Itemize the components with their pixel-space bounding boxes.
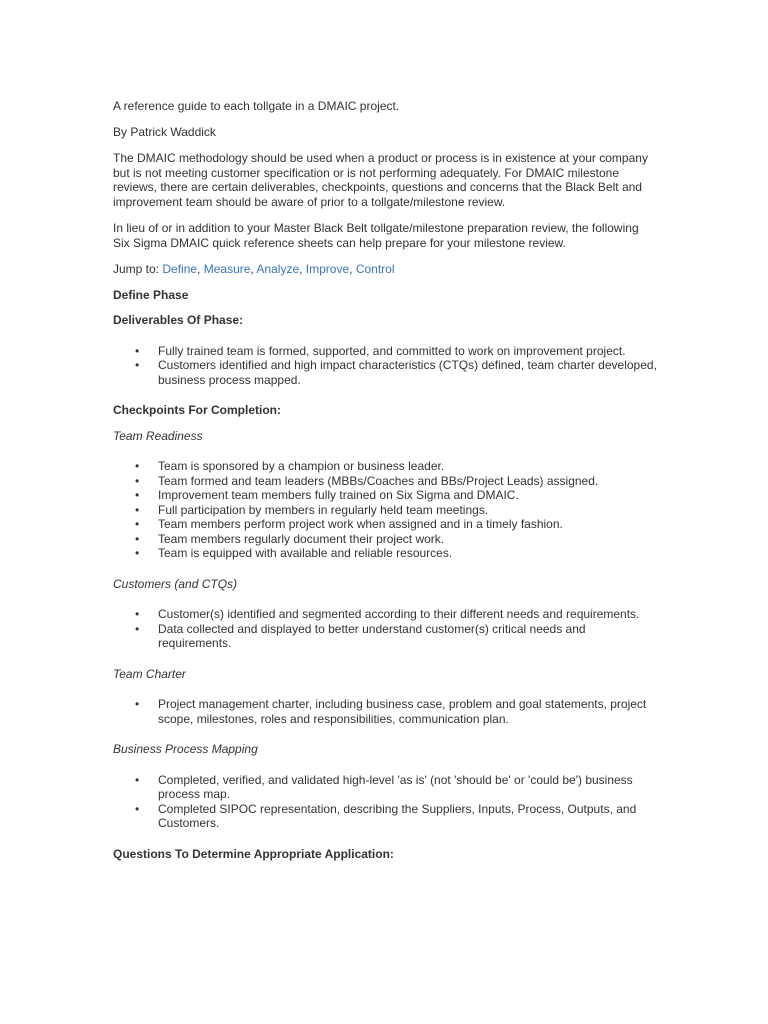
list-item-text: Team is sponsored by a champion or business leader. — [158, 459, 445, 473]
team-readiness-list — [113, 459, 658, 561]
team-charter-title: Team Charter — [113, 666, 186, 681]
list-item-text: Team formed and team leaders (MBBs/Coaches and BBs/Project Leads) assigned. — [158, 473, 599, 488]
bullet-icon: • — [135, 358, 140, 372]
list-item-text: Customers identified and high impact characteristics (CTQs) defined, team charter developed, business process mapped. — [158, 358, 657, 387]
process-mapping-title: Business Process Mapping — [113, 742, 258, 756]
customers-list — [113, 607, 658, 651]
list-item-text: Team members regularly document their project work. — [158, 531, 445, 546]
deliverables-list — [113, 344, 658, 388]
checkpoints-title: Checkpoints For Completion: — [113, 403, 281, 417]
document-page — [113, 99, 658, 872]
list-item — [113, 532, 658, 547]
bullet-icon: • — [135, 772, 140, 787]
jump-separator: , — [250, 262, 257, 276]
jump-to-label: Jump to: — [113, 262, 163, 276]
list-item — [113, 802, 658, 831]
list-item — [113, 358, 658, 387]
jump-link-define[interactable]: Define — [162, 262, 198, 276]
questions-title: Questions To Determine Appropriate Application: — [113, 846, 394, 861]
list-item-text: Improvement team members fully trained on Six Sigma and DMAIC. — [158, 488, 519, 502]
phase-title: Define Phase — [113, 287, 189, 302]
jump-to-nav — [113, 262, 658, 277]
bullet-icon: • — [135, 502, 140, 517]
list-item — [113, 488, 658, 503]
bullet-icon: • — [135, 531, 140, 546]
deliverables-title: Deliverables Of Phase: — [113, 313, 244, 327]
customers-title: Customers (and CTQs) — [113, 576, 238, 591]
bullet-icon: • — [135, 343, 140, 358]
jump-separator: , — [349, 262, 356, 276]
list-item-text: Fully trained team is formed, supported, and committed to work on improvement project. — [158, 343, 626, 358]
process-mapping-list — [113, 773, 658, 831]
team-readiness-title: Team Readiness — [113, 428, 203, 443]
intro-paragraph: The DMAIC methodology should be used when a product or process is in existence at your company but is not meeting customer specification or is not performing adequately. For DMAIC milestone reviews, there are certain deliverables, checkpoints, questions and concerns that the Black Belt and improvement team should be aware of prior to a tollgate/milestone review. — [113, 151, 648, 209]
list-item-text: Team members perform project work when assigned and in a timely fashion. — [158, 517, 563, 531]
list-item — [113, 607, 658, 622]
list-item — [113, 474, 658, 489]
bullet-icon: • — [135, 517, 140, 531]
list-item — [113, 459, 658, 474]
byline: By Patrick Waddick — [113, 124, 216, 139]
intro-title: A reference guide to each tollgate in a DMAIC project. — [113, 99, 400, 113]
list-item-text: Completed SIPOC representation, describing the Suppliers, Inputs, Process, Outputs, and Customers. — [158, 801, 637, 830]
jump-separator: , — [197, 262, 204, 276]
list-item-text: Customer(s) identified and segmented according to their different needs and requirements. — [158, 607, 640, 621]
list-item — [113, 697, 658, 726]
team-charter-list — [113, 697, 658, 726]
list-item-text: Team is equipped with available and reliable resources. — [158, 546, 453, 560]
list-item — [113, 622, 658, 651]
list-item — [113, 503, 658, 518]
bullet-icon: • — [135, 459, 140, 473]
list-item-text: Data collected and displayed to better understand customer(s) critical needs and requirements. — [158, 621, 586, 650]
list-item — [113, 773, 658, 802]
preparation-paragraph: In lieu of or in addition to your Master Black Belt tollgate/milestone preparation review, the following Six Sigma DMAIC quick reference sheets can help prepare for your milestone review. — [113, 221, 639, 250]
list-item-text: Full participation by members in regularly held team meetings. — [158, 502, 489, 517]
jump-separator: , — [299, 262, 306, 276]
bullet-icon: • — [135, 473, 140, 488]
bullet-icon: • — [135, 621, 140, 636]
jump-link-measure[interactable]: Measure — [203, 262, 251, 276]
list-item — [113, 546, 658, 561]
bullet-icon: • — [135, 801, 140, 816]
list-item — [113, 517, 658, 532]
list-item-text: Completed, verified, and validated high-level 'as is' (not 'should be' or 'could be') business process map. — [158, 772, 633, 801]
jump-link-improve[interactable]: Improve — [305, 262, 350, 276]
bullet-icon: • — [135, 546, 140, 560]
bullet-icon: • — [135, 488, 140, 502]
bullet-icon: • — [135, 607, 140, 621]
bullet-icon: • — [135, 697, 140, 711]
jump-link-analyze[interactable]: Analyze — [256, 262, 300, 276]
list-item — [113, 344, 658, 359]
list-item-text: Project management charter, including business case, problem and goal statements, project scope, milestones, roles and responsibilities, communication plan. — [158, 697, 647, 726]
jump-link-control[interactable]: Control — [355, 262, 395, 276]
